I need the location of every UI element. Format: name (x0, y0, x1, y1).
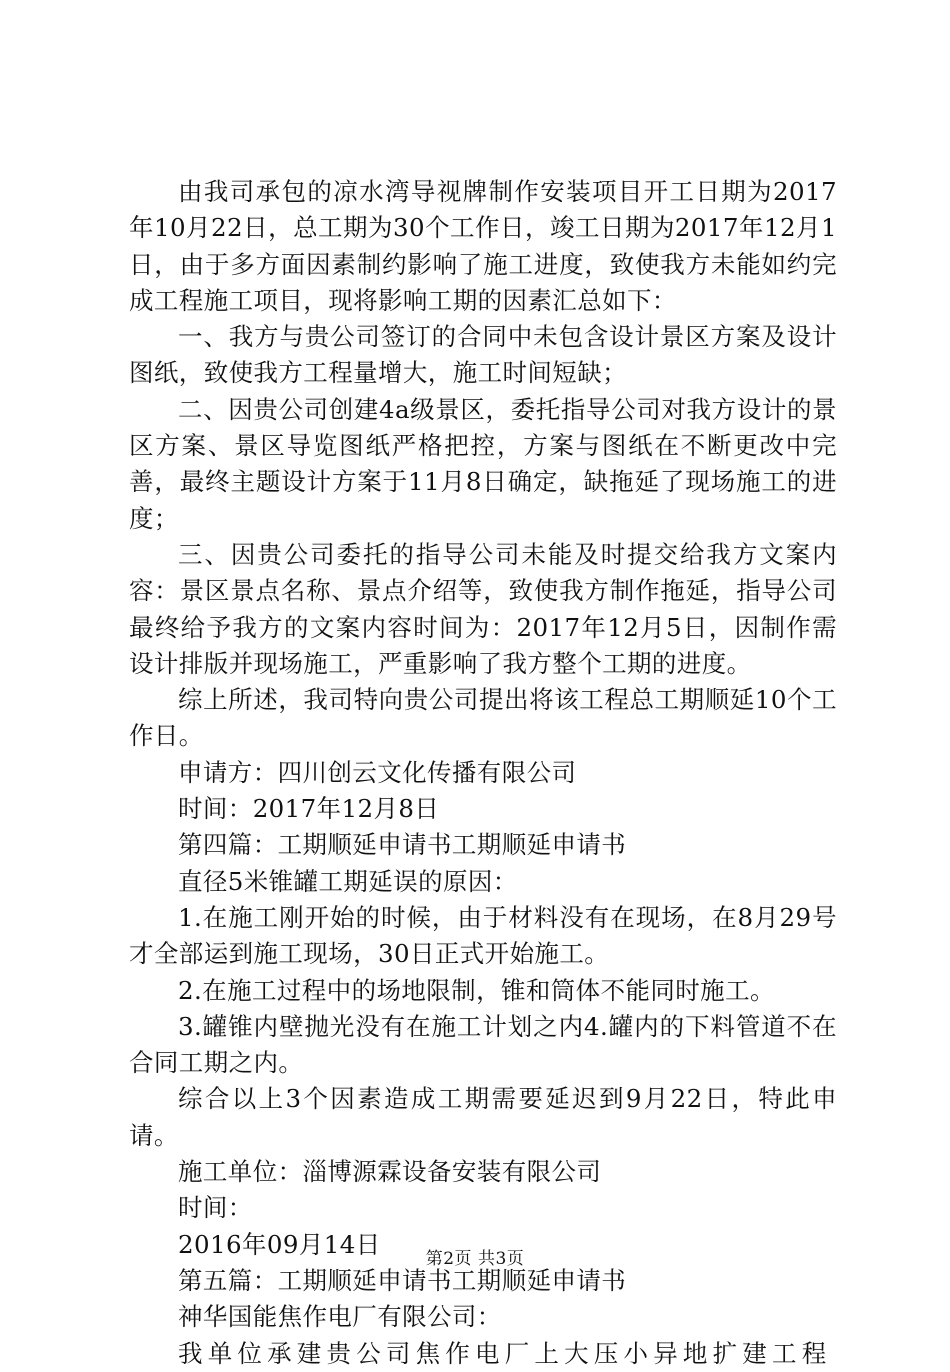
paragraph-reason-2: 二、因贵公司创建4a级景区，委托指导公司对我方设计的景区方案、景区导览图纸严格把控，方案与图纸在不断更改中完善，最终主题设计方案于11月8日确定，缺拖延了现场施工的进度； (129, 394, 837, 533)
paragraph-final: 我单位承建贵公司焦作电厂上大压小异地扩建工程 (178, 1338, 832, 1368)
date-line: 时间：2017年12月8日 (178, 794, 440, 824)
delay-reason-1: 1.在施工刚开始的时候，由于材料没有在现场，在8月29号才全部运到施工现场，30日正式开始施工。 (129, 902, 837, 969)
addressee-line: 神华国能焦作电厂有限公司： (178, 1302, 502, 1332)
paragraph-conclusion: 综上所述，我司特向贵公司提出将该工程总工期顺延10个工作日。 (129, 685, 837, 751)
section-heading-4: 第四篇：工期顺延申请书工期顺延申请书 (178, 830, 627, 860)
section-heading-5: 第五篇：工期顺延申请书工期顺延申请书 (178, 1265, 627, 1295)
contractor-line: 施工单位：淄博源霖设备安装有限公司 (178, 1157, 602, 1187)
applicant-line: 申请方：四川创云文化传播有限公司 (178, 757, 577, 787)
page-footer: 第2页 共3页 (425, 1249, 525, 1269)
delay-reason-3: 3.罐锥内壁抛光没有在施工计划之内4.罐内的下料管道不在合同工期之内。 (129, 1011, 837, 1078)
paragraph-reason-1: 一、我方与贵公司签订的合同中未包含设计景区方案及设计图纸，致使我方工程量增大，施工时间短缺； (129, 322, 837, 388)
delay-reasons-heading: 直径5米锥罐工期延误的原因： (178, 866, 518, 896)
time-label: 时间： (178, 1193, 253, 1223)
date-line-2: 2016年09月14日 (178, 1229, 381, 1259)
delay-reason-2: 2.在施工过程中的场地限制，锥和筒体不能同时施工。 (178, 975, 775, 1005)
paragraph-intro: 由我司承包的凉水湾导视牌制作安装项目开工日期为2017年10月22日，总工期为30个工作日，竣工日期为2017年12月1日，由于多方面因素制约影响了施工进度，致使我方未能如约完成工程施工项目，现将影响工期的因素汇总如下： (129, 177, 837, 315)
delay-summary: 综合以上3个因素造成工期需要延迟到9月22日，特此申请。 (129, 1084, 837, 1150)
paragraph-reason-3: 三、因贵公司委托的指导公司未能及时提交给我方文案内容：景区景点名称、景点介绍等，致使我方制作拖延，指导公司最终给予我方的文案内容时间为：2017年12月5日，因制作需设计排版并现场施工，严重影响了我方整个工期的进度。 (129, 539, 837, 678)
document-body (129, 174, 837, 1372)
